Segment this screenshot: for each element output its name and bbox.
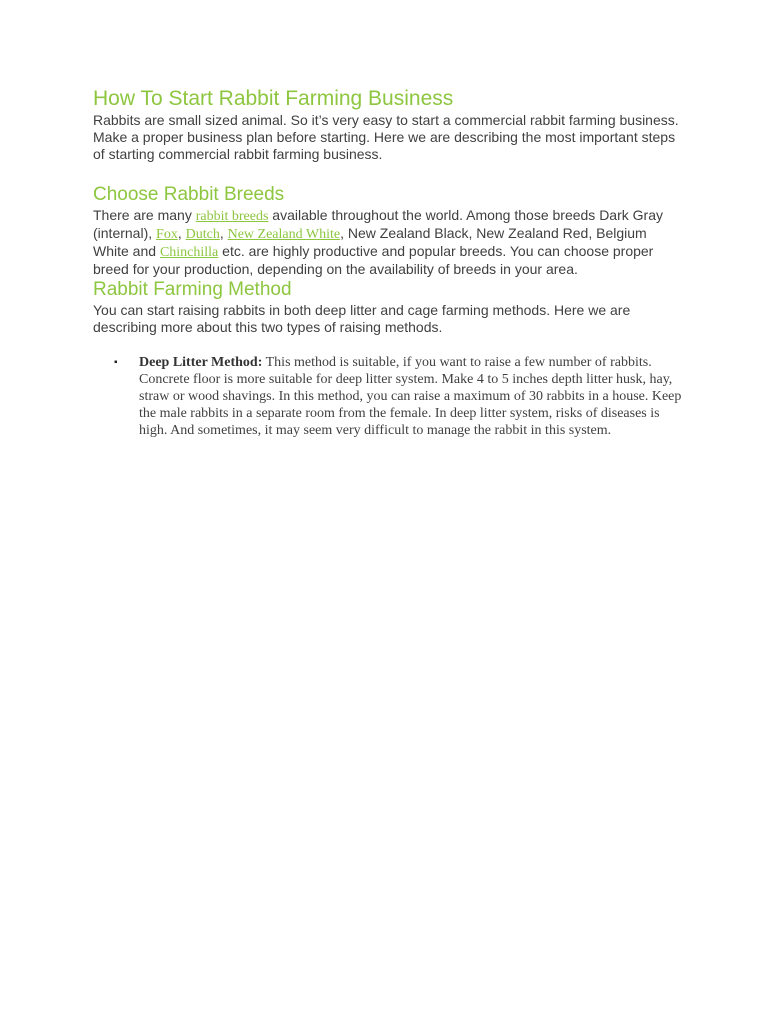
dutch-link[interactable]: Dutch <box>185 227 220 242</box>
method-heading: Rabbit Farming Method <box>93 279 292 300</box>
new-zealand-white-link[interactable]: New Zealand White <box>227 227 341 242</box>
section-spacer <box>93 163 683 183</box>
breeds-paragraph <box>93 207 683 278</box>
bullet-icon: ▪ <box>114 357 118 368</box>
breeds-heading: Choose Rabbit Breeds <box>93 184 285 205</box>
breeds-text-2: available throughout the world. Among those breeds Dark Gray (internal), <box>93 207 663 241</box>
chinchilla-link[interactable]: Chinchilla <box>159 245 219 260</box>
breeds-separator-2: , <box>219 225 228 241</box>
document-page <box>93 86 683 439</box>
article-intro: Rabbits are small sized animal. So it’s very easy to start a commercial rabbit farming business. Make a proper business plan before starting. Here we are describing the most important steps of starting commercial rabbit farming business. <box>93 112 679 162</box>
breeds-text-3: , New Zealand Black, New Zealand Red, Belgium White and <box>93 225 647 259</box>
method-term: Deep Litter Method: <box>139 355 263 370</box>
method-intro: You can start raising rabbits in both deep litter and cage farming methods. Here we are describing more about this two types of raising methods. <box>93 302 631 335</box>
fox-link[interactable]: Fox <box>156 227 178 242</box>
breeds-text-4: etc. are highly productive and popular breeds. You can choose proper breed for your production, depending on the availability of breeds in your area. <box>93 243 654 277</box>
breeds-text-1: There are many <box>93 207 196 223</box>
list-item <box>114 354 683 439</box>
method-list <box>93 354 683 439</box>
breeds-separator-1: , <box>177 225 186 241</box>
rabbit-breeds-link[interactable]: rabbit breeds <box>195 209 269 224</box>
method-description: This method is suitable, if you want to raise a few number of rabbits. Concrete floor is more suitable for deep litter system. Make 4 to 5 inches depth litter husk, hay, straw or wood shavings. In this method, you can raise a maximum of 30 rabbits in a house. Keep the male rabbits in a separate room from the female. In deep litter system, risks of diseases is high. And sometimes, it may seem very difficult to manage the rabbit in this system. <box>139 355 682 438</box>
article-title: How To Start Rabbit Farming Business <box>93 87 454 110</box>
